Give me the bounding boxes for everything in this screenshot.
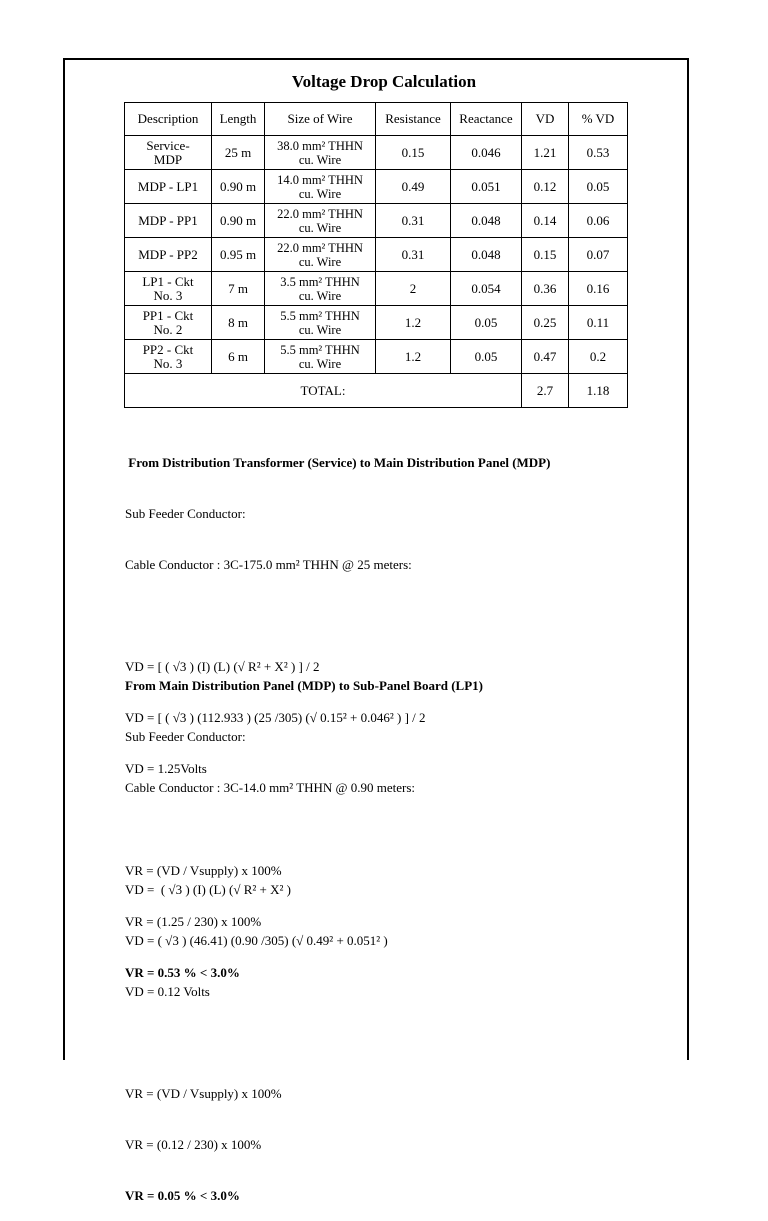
calc-line: VD = 1.25Volts — [125, 761, 207, 776]
cell-description — [125, 136, 212, 170]
wire-line: 3.5 mm² THHN — [280, 274, 360, 289]
cell-reactance: 0.048 — [451, 204, 522, 238]
wire-line: cu. Wire — [298, 254, 342, 269]
calc-line: Cable Conductor : 3C-14.0 mm² THHN @ 0.90 meters: — [125, 780, 416, 795]
cell-length: 0.90 m — [212, 204, 265, 238]
calc-line — [125, 607, 550, 624]
cell-percent-vd: 0.16 — [569, 272, 628, 306]
cell-resistance: 0.31 — [376, 204, 451, 238]
cell-percent-vd: 0.11 — [569, 306, 628, 340]
table-row — [125, 204, 628, 238]
wire-line: cu. Wire — [298, 356, 342, 371]
wire-line: cu. Wire — [298, 288, 342, 303]
cell-description — [125, 306, 212, 340]
header-length: Length — [212, 103, 265, 136]
calc-line: Cable Conductor : 3C-175.0 mm² THHN @ 25 meters: — [125, 557, 412, 572]
calc-result: VR = 0.05 % < 3.0% — [125, 1188, 240, 1203]
cell-description — [125, 340, 212, 374]
calc-line: Sub Feeder Conductor: — [125, 506, 246, 521]
table-total-row — [125, 374, 628, 408]
desc-line: LP1 - Ckt — [142, 273, 194, 289]
cell-length: 0.90 m — [212, 170, 265, 204]
table-row — [125, 170, 628, 204]
cell-percent-vd: 0.05 — [569, 170, 628, 204]
desc-line: No. 2 — [153, 321, 183, 337]
calc-line: VR = (1.25 / 230) x 100% — [125, 914, 262, 929]
header-percent-vd: % VD — [569, 103, 628, 136]
cell-resistance: 0.15 — [376, 136, 451, 170]
calc-line: VR = (VD / Vsupply) x 100% — [125, 863, 282, 878]
cell-vd: 0.25 — [522, 306, 569, 340]
wire-line: cu. Wire — [298, 220, 342, 235]
cell-reactance: 0.05 — [451, 306, 522, 340]
wire-line: 38.0 mm² THHN — [277, 138, 363, 153]
section-heading: From Distribution Transformer (Service) to Main Distribution Panel (MDP) — [125, 455, 551, 470]
calc-line: VR = (VD / Vsupply) x 100% — [125, 1086, 282, 1101]
cell-length: 8 m — [212, 306, 265, 340]
header-size-of-wire: Size of Wire — [265, 103, 376, 136]
section-heading: From Main Distribution Panel (MDP) to Sub-Panel Board (LP1) — [125, 678, 483, 693]
cell-description: MDP - PP2 — [125, 238, 212, 272]
voltage-drop-table — [124, 102, 628, 408]
cell-vd: 0.15 — [522, 238, 569, 272]
desc-line: No. 3 — [153, 355, 183, 371]
calc-result: VR = 0.53 % < 3.0% — [125, 965, 240, 980]
cell-resistance: 1.2 — [376, 340, 451, 374]
wire-line: cu. Wire — [298, 186, 342, 201]
cell-wire — [265, 272, 376, 306]
cell-length: 7 m — [212, 272, 265, 306]
cell-wire — [265, 340, 376, 374]
wire-line: 22.0 mm² THHN — [277, 240, 363, 255]
calc-line: VD = [ ( √3 ) (112.933 ) (25 /305) (√ 0.15² + 0.046² ) ] / 2 — [125, 710, 426, 725]
cell-percent-vd: 0.2 — [569, 340, 628, 374]
document-title: Voltage Drop Calculation — [291, 72, 477, 91]
wire-line: 22.0 mm² THHN — [277, 206, 363, 221]
cell-wire — [265, 136, 376, 170]
calc-line: VD = 0.12 Volts — [125, 984, 210, 999]
section-mdp-to-lp1 — [125, 643, 483, 1221]
calc-line — [125, 1034, 483, 1051]
cell-resistance: 2 — [376, 272, 451, 306]
wire-line: 5.5 mm² THHN — [280, 342, 360, 357]
total-percent-vd: 1.18 — [569, 374, 628, 408]
header-resistance: Resistance — [376, 103, 451, 136]
cell-description: MDP - LP1 — [125, 170, 212, 204]
desc-line: Service- — [146, 137, 190, 153]
wire-line: 14.0 mm² THHN — [277, 172, 363, 187]
calc-line: VD = ( √3 ) (I) (L) (√ R² + X² ) — [125, 882, 291, 897]
cell-reactance: 0.051 — [451, 170, 522, 204]
desc-line: PP1 - Ckt — [142, 307, 194, 323]
cell-reactance: 0.046 — [451, 136, 522, 170]
header-reactance: Reactance — [451, 103, 522, 136]
cell-length: 0.95 m — [212, 238, 265, 272]
calc-line: Sub Feeder Conductor: — [125, 729, 246, 744]
cell-resistance: 1.2 — [376, 306, 451, 340]
desc-line: MDP — [153, 151, 183, 167]
cell-vd: 0.36 — [522, 272, 569, 306]
table-row — [125, 136, 628, 170]
cell-vd: 1.21 — [522, 136, 569, 170]
header-vd: VD — [522, 103, 569, 136]
wire-line: 5.5 mm² THHN — [280, 308, 360, 323]
cell-wire — [265, 204, 376, 238]
cell-reactance: 0.054 — [451, 272, 522, 306]
cell-vd: 0.14 — [522, 204, 569, 238]
cell-reactance: 0.048 — [451, 238, 522, 272]
cell-percent-vd: 0.53 — [569, 136, 628, 170]
cell-length: 6 m — [212, 340, 265, 374]
calc-line: VD = [ ( √3 ) (I) (L) (√ R² + X² ) ] / 2 — [125, 659, 320, 674]
cell-description: MDP - PP1 — [125, 204, 212, 238]
desc-line: PP2 - Ckt — [142, 341, 194, 357]
cell-wire — [265, 306, 376, 340]
total-vd: 2.7 — [522, 374, 569, 408]
wire-line: cu. Wire — [298, 152, 342, 167]
wire-line: cu. Wire — [298, 322, 342, 337]
cell-percent-vd: 0.07 — [569, 238, 628, 272]
cell-description — [125, 272, 212, 306]
table-row — [125, 340, 628, 374]
calc-line: VD = ( √3 ) (46.41) (0.90 /305) (√ 0.49² + 0.051² ) — [125, 933, 388, 948]
calc-line — [125, 830, 483, 847]
cell-vd: 0.47 — [522, 340, 569, 374]
table-header-row — [125, 103, 628, 136]
desc-line: No. 3 — [153, 287, 183, 303]
cell-wire — [265, 238, 376, 272]
cell-resistance: 0.49 — [376, 170, 451, 204]
total-label: TOTAL: — [125, 374, 522, 408]
header-description: Description — [125, 103, 212, 136]
cell-percent-vd: 0.06 — [569, 204, 628, 238]
table-row — [125, 238, 628, 272]
calc-line: VR = (0.12 / 230) x 100% — [125, 1137, 262, 1152]
table-row — [125, 306, 628, 340]
table-row — [125, 272, 628, 306]
cell-length: 25 m — [212, 136, 265, 170]
cell-reactance: 0.05 — [451, 340, 522, 374]
cell-vd: 0.12 — [522, 170, 569, 204]
cell-wire — [265, 170, 376, 204]
cell-resistance: 0.31 — [376, 238, 451, 272]
